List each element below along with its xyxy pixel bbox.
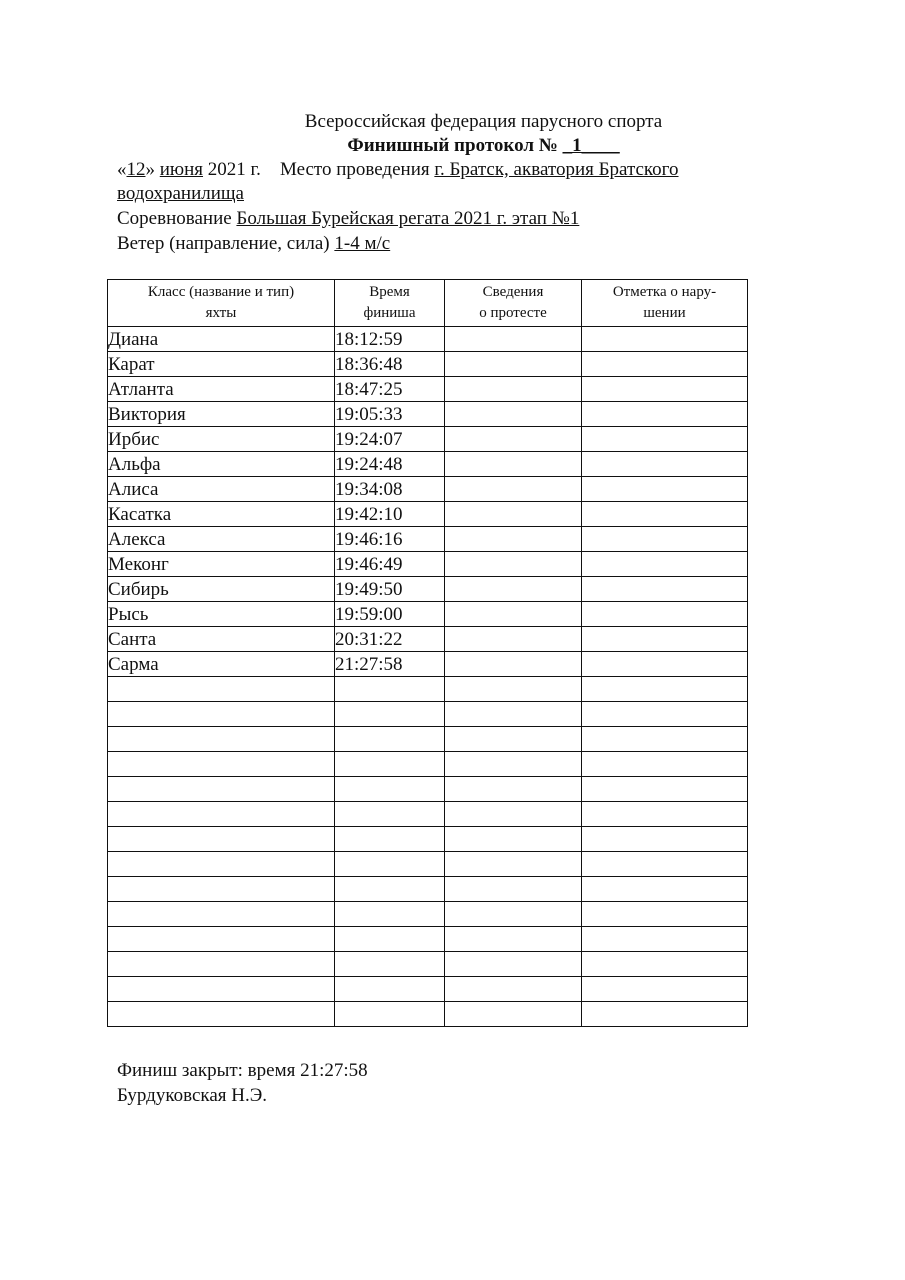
finish-time-cell: 19:34:08	[335, 477, 445, 502]
finish-time-cell: 19:24:48	[335, 452, 445, 477]
finish-time-cell: 18:12:59	[335, 327, 445, 352]
document-title	[0, 134, 905, 158]
protest-cell	[445, 852, 582, 877]
table-row	[108, 377, 748, 402]
violation-cell	[582, 452, 748, 477]
protest-cell	[445, 827, 582, 852]
header-violation-mark: Отметка о нару- шении	[582, 280, 748, 327]
yacht-name-cell: Атланта	[108, 377, 335, 402]
table-row	[108, 427, 748, 452]
date-year: 2021 г.	[207, 159, 261, 180]
venue-value-line2: водохранилища	[117, 183, 244, 204]
table-row-empty	[108, 977, 748, 1002]
table-row-empty	[108, 752, 748, 777]
yacht-name-cell	[108, 952, 335, 977]
finish-time-cell: 19:59:00	[335, 602, 445, 627]
violation-cell	[582, 377, 748, 402]
protest-cell	[445, 327, 582, 352]
date-venue-line	[117, 158, 679, 182]
table-row-empty	[108, 777, 748, 802]
venue-value-line1: г. Братск, акватория Братского	[434, 159, 679, 180]
wind-value: 1-4 м/с	[334, 233, 391, 254]
header-protest-info: Сведения о протесте	[445, 280, 582, 327]
finish-time-cell	[335, 852, 445, 877]
violation-cell	[582, 777, 748, 802]
violation-cell	[582, 827, 748, 852]
violation-cell	[582, 702, 748, 727]
organization-name: Всероссийская федерация парусного спорта	[304, 111, 663, 132]
protest-cell	[445, 802, 582, 827]
finish-time-cell	[335, 1002, 445, 1027]
protest-cell	[445, 877, 582, 902]
yacht-name-cell	[108, 677, 335, 702]
yacht-name-cell	[108, 852, 335, 877]
violation-cell	[582, 327, 748, 352]
violation-cell	[582, 502, 748, 527]
finish-time-cell	[335, 927, 445, 952]
table-row-empty	[108, 802, 748, 827]
violation-cell	[582, 952, 748, 977]
finish-time-cell	[335, 902, 445, 927]
violation-cell	[582, 927, 748, 952]
violation-cell	[582, 802, 748, 827]
table-row-empty	[108, 877, 748, 902]
yacht-name-cell	[108, 727, 335, 752]
table-row	[108, 627, 748, 652]
yacht-name-cell	[108, 1002, 335, 1027]
table-row	[108, 352, 748, 377]
violation-cell	[582, 852, 748, 877]
signature-name: Бурдуковская Н.Э.	[117, 1085, 268, 1106]
venue-continuation-line	[117, 182, 244, 206]
date-open-quote: «	[117, 159, 127, 180]
violation-cell	[582, 627, 748, 652]
title-prefix: Финишный протокол №	[347, 135, 563, 156]
finish-time-cell: 19:05:33	[335, 402, 445, 427]
yacht-name-cell: Сарма	[108, 652, 335, 677]
violation-cell	[582, 1002, 748, 1027]
violation-cell	[582, 427, 748, 452]
table-row	[108, 502, 748, 527]
table-row-empty	[108, 902, 748, 927]
protest-cell	[445, 1002, 582, 1027]
violation-cell	[582, 402, 748, 427]
protest-cell	[445, 927, 582, 952]
table-row-empty	[108, 727, 748, 752]
protest-cell	[445, 502, 582, 527]
finish-time-cell	[335, 677, 445, 702]
protest-cell	[445, 352, 582, 377]
protest-cell	[445, 652, 582, 677]
finish-time-cell	[335, 952, 445, 977]
yacht-name-cell	[108, 802, 335, 827]
yacht-name-cell	[108, 702, 335, 727]
yacht-name-cell: Алекса	[108, 527, 335, 552]
yacht-name-cell: Диана	[108, 327, 335, 352]
finish-time-cell: 19:46:49	[335, 552, 445, 577]
yacht-name-cell	[108, 927, 335, 952]
yacht-name-cell	[108, 877, 335, 902]
violation-cell	[582, 652, 748, 677]
finish-time-cell: 19:49:50	[335, 577, 445, 602]
finish-time-cell	[335, 727, 445, 752]
yacht-name-cell: Рысь	[108, 602, 335, 627]
violation-cell	[582, 727, 748, 752]
finish-time-cell	[335, 802, 445, 827]
violation-cell	[582, 527, 748, 552]
protest-cell	[445, 427, 582, 452]
violation-cell	[582, 902, 748, 927]
violation-cell	[582, 602, 748, 627]
table-row-empty	[108, 827, 748, 852]
protest-cell	[445, 527, 582, 552]
date-close-quote: »	[145, 159, 155, 180]
date-day: 12	[126, 159, 146, 180]
protest-cell	[445, 727, 582, 752]
yacht-name-cell: Меконг	[108, 552, 335, 577]
finish-time-cell	[335, 702, 445, 727]
protest-cell	[445, 377, 582, 402]
protest-cell	[445, 627, 582, 652]
violation-cell	[582, 477, 748, 502]
table-row	[108, 652, 748, 677]
competition-line	[117, 207, 579, 231]
table-row	[108, 527, 748, 552]
finish-time-cell: 19:42:10	[335, 502, 445, 527]
table-row	[108, 402, 748, 427]
table-row-empty	[108, 677, 748, 702]
yacht-name-cell: Ирбис	[108, 427, 335, 452]
finish-time-cell: 20:31:22	[335, 627, 445, 652]
violation-cell	[582, 677, 748, 702]
protest-cell	[445, 977, 582, 1002]
competition-label: Соревнование	[117, 208, 232, 229]
finish-time-cell	[335, 777, 445, 802]
protest-cell	[445, 702, 582, 727]
finish-time-cell	[335, 752, 445, 777]
yacht-name-cell: Алиса	[108, 477, 335, 502]
yacht-name-cell	[108, 902, 335, 927]
venue-label: Место проведения	[279, 159, 430, 180]
yacht-name-cell	[108, 827, 335, 852]
violation-cell	[582, 977, 748, 1002]
competition-value: Большая Бурейская регата 2021 г. этап №1	[236, 208, 580, 229]
finish-table	[107, 279, 748, 1027]
protest-cell	[445, 602, 582, 627]
table-row-empty	[108, 702, 748, 727]
protest-cell	[445, 902, 582, 927]
protest-cell	[445, 777, 582, 802]
yacht-name-cell: Санта	[108, 627, 335, 652]
wind-label: Ветер (направление, сила)	[117, 233, 330, 254]
yacht-name-cell: Касатка	[108, 502, 335, 527]
yacht-name-cell: Альфа	[108, 452, 335, 477]
table-row	[108, 552, 748, 577]
violation-cell	[582, 552, 748, 577]
finish-time-cell: 19:46:16	[335, 527, 445, 552]
table-row-empty	[108, 1002, 748, 1027]
finish-time-cell	[335, 877, 445, 902]
header-yacht-class: Класс (название и тип) яхты	[108, 280, 335, 327]
finish-closed-line: Финиш закрыт: время 21:27:58	[117, 1060, 368, 1081]
protest-cell	[445, 402, 582, 427]
finish-time-cell: 19:24:07	[335, 427, 445, 452]
yacht-name-cell: Сибирь	[108, 577, 335, 602]
protest-cell	[445, 952, 582, 977]
table-row	[108, 477, 748, 502]
protest-cell	[445, 452, 582, 477]
violation-cell	[582, 577, 748, 602]
finish-time-cell	[335, 977, 445, 1002]
table-row-empty	[108, 952, 748, 977]
table-row	[108, 327, 748, 352]
table-row	[108, 577, 748, 602]
protest-cell	[445, 577, 582, 602]
table-row	[108, 452, 748, 477]
finish-time-cell	[335, 827, 445, 852]
yacht-name-cell	[108, 777, 335, 802]
protest-cell	[445, 477, 582, 502]
violation-cell	[582, 752, 748, 777]
protest-cell	[445, 752, 582, 777]
date-month: июня	[159, 159, 204, 180]
table-body	[108, 327, 748, 1027]
table-row-empty	[108, 852, 748, 877]
finish-time-cell: 18:36:48	[335, 352, 445, 377]
violation-cell	[582, 877, 748, 902]
header-finish-time: Время финиша	[335, 280, 445, 327]
table-row-empty	[108, 927, 748, 952]
table-row	[108, 602, 748, 627]
finish-time-cell: 21:27:58	[335, 652, 445, 677]
finish-time-cell: 18:47:25	[335, 377, 445, 402]
yacht-name-cell: Карат	[108, 352, 335, 377]
wind-line	[117, 232, 390, 256]
table-header-row	[108, 280, 748, 327]
protest-cell	[445, 677, 582, 702]
yacht-name-cell: Виктория	[108, 402, 335, 427]
protest-cell	[445, 552, 582, 577]
yacht-name-cell	[108, 977, 335, 1002]
yacht-name-cell	[108, 752, 335, 777]
violation-cell	[582, 352, 748, 377]
protocol-number: _1____	[562, 135, 620, 156]
